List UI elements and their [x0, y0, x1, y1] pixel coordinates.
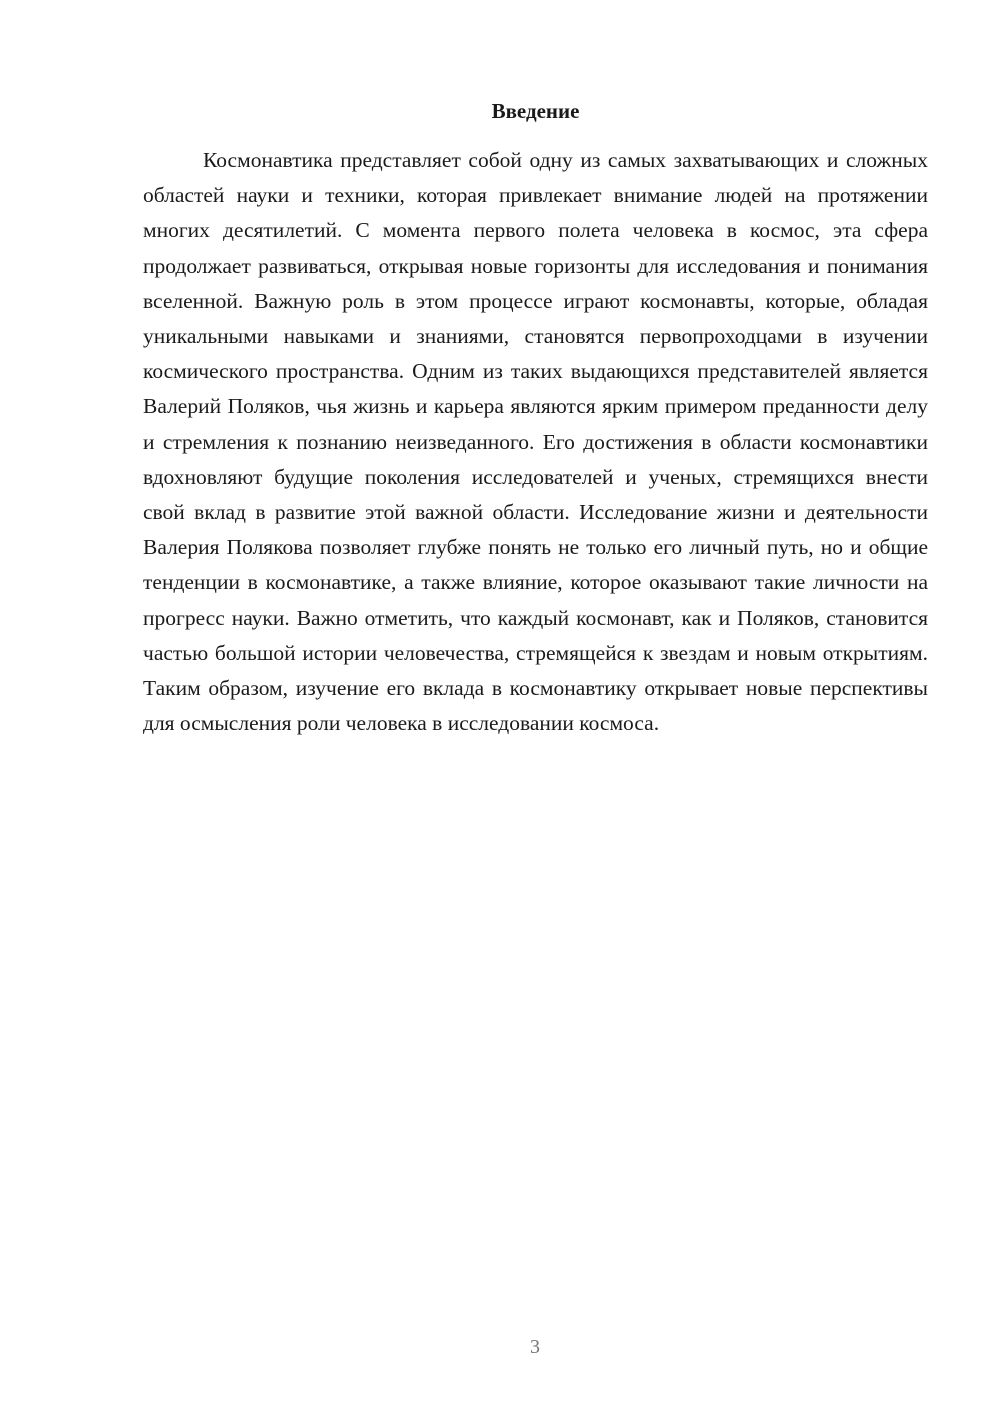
page-number: 3 — [530, 1336, 540, 1358]
body-paragraph: Космонавтика представляет собой одну из самых захватывающих и сложных областей науки и техники, которая привлекает внимание людей на протяжении многих десятилетий. С момента первого полета человека в космос, эта сфера продолжает развиваться, открывая новые горизонты для исследования и понимания вселенной. Важную роль в этом процессе играют космонавты, которые, обладая уникальными навыками и знаниями, становятся первопроходцами в изучении космического пространства. Одним из таких выдающихся представителей является Валерий Поляков, чья жизнь и карьера являются ярким примером преданности делу и стремления к познанию неизведанного. Его достижения в области космонавтики вдохновляют будущие поколения исследователей и ученых, стремящихся внести свой вклад в развитие этой важной области. Исследование жизни и деятельности Валерия Полякова позволяет глубже понять не только его личный путь, но и общие тенденции в космонавтике, а также влияние, которое оказывают такие личности на прогресс науки. Важно отметить, что каждый космонавт, как и Поляков, становится частью большой истории человечества, стремящейся к звездам и новым открытиям. Таким образом, изучение его вклада в космонавтику открывает новые перспективы для осмысления роли человека в исследовании космоса. — [143, 148, 928, 736]
section-heading: Введение — [491, 99, 580, 123]
